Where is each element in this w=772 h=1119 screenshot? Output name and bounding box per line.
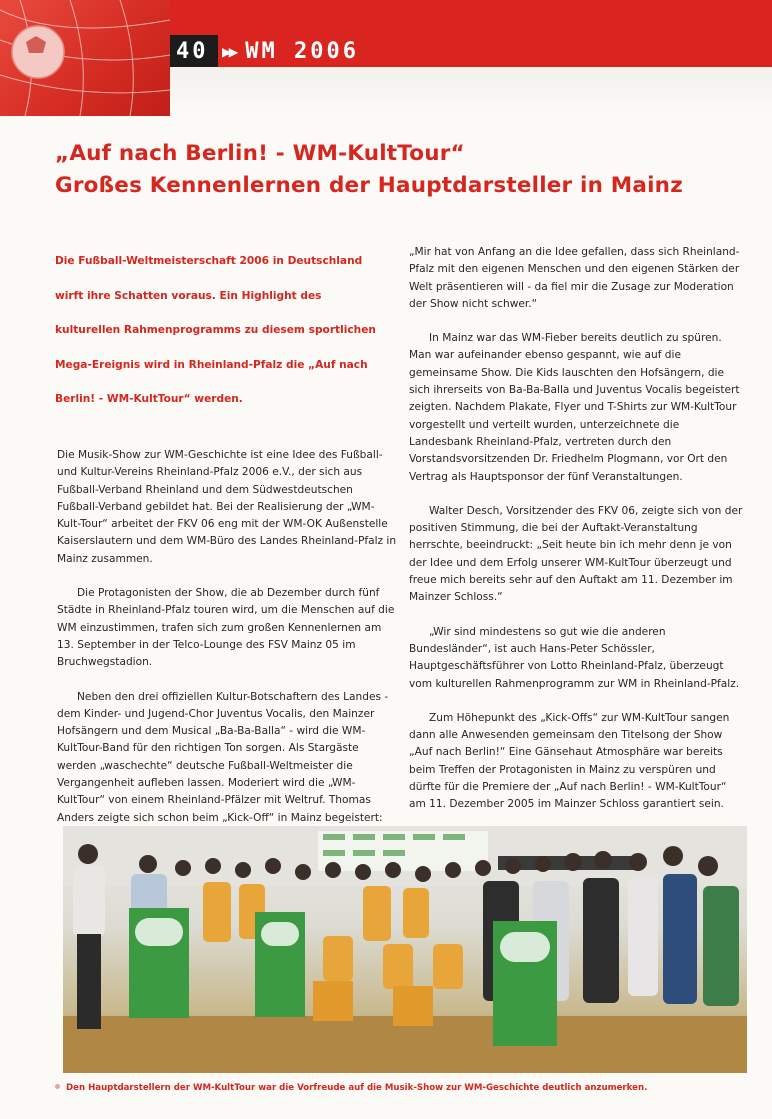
- right-column: [409, 244, 745, 814]
- page-number: 40: [176, 38, 209, 64]
- paragraph: In Mainz war das WM-Fieber bereits deutlich zu spüren. Man war aufeinander ebenso gespannt, wie auf die gemeinsame Show. Die Kids lauschten den Hofsängern, die sich ihrerseits von Ba-Ba-Balla und Juventus Vocalis begeistert zeigten. Nachdem Plakate, Flyer und T-Shirts zur WM-KultTour vorgestellt und verteilt wurden, unterzeichnete die Landesbank Rheinland-Pfalz, vertreten durch den Vorstandsvorsitzenden Dr. Friedhelm Plogmann, vor Ort den Vertrag als Hauptsponsor der fünf Veranstaltungen.: [409, 332, 740, 483]
- photo-caption: [55, 1083, 647, 1093]
- paragraph: Walter Desch, Vorsitzender des FKV 06, zeigte sich von der positiven Stimmung, die bei der Auftakt-Veranstaltung herrschte, beeindruckt: „Seit heute bin ich mehr denn je von der Idee und dem Erfolg unserer WM-KultTour überzeugt und freue mich bereits sehr auf den Auftakt am 11. Dezember im Mainzer Schloss.“: [409, 504, 743, 604]
- caption-bullet-icon: [55, 1084, 60, 1089]
- paragraph: „Mir hat von Anfang an die Idee gefallen, dass sich Rheinland-Pfalz mit den eigenen Menschen und den eigenen Stärken der Welt präsentieren will - da fiel mir die Zusage zur Moderation der Show nicht schwer.“: [409, 246, 740, 310]
- paragraph: Die Protagonisten der Show, die ab Dezember durch fünf Städte in Rheinland-Pfalz touren wird, um die Menschen auf die WM einzustimmen, trafen sich zum großen Kennenlernen am 13. September in der Telco-Lounge des FSV Mainz 05 im Bruchwegstadion.: [57, 587, 395, 669]
- left-column: [57, 447, 397, 827]
- title-line-2: Großes Kennenlernen der Hauptdarsteller in Mainz: [55, 173, 683, 198]
- title-line-1: „Auf nach Berlin! - WM-KultTour“: [55, 141, 465, 166]
- article-lead: Die Fußball-Weltmeisterschaft 2006 in Deutschland wirft ihre Schatten voraus. Ein Highlight des kulturellen Rahmenprogramms zu diesem sportlichen Mega-Ereignis wird in Rheinland-Pfalz die „Auf nach Berlin! - WM-KultTour“ werden.: [55, 255, 376, 405]
- paragraph: Die Musik-Show zur WM-Geschichte ist eine Idee des Fußball- und Kultur-Vereins Rheinland-Pfalz 2006 e.V., der sich aus Fußball-Verband Rheinland und dem Südwestdeutschen Fußball-Verband gebildet hat. Bei der Realisierung der „WM-Kult-Tour“ arbeitet der FKV 06 eng mit der WM-OK Außenstelle Kaiserslautern und dem WM-Büro des Landes Rheinland-Pfalz in Mainz zusammen.: [57, 449, 397, 565]
- group-photo: [63, 826, 747, 1073]
- paragraph: Neben den drei offiziellen Kultur-Botschaftern des Landes - dem Kinder- und Jugend-Chor Juventus Vocalis, den Mainzer Hofsängern und dem Musical „Ba-Ba-Balla“ - wird die WM-KultTour-Band für den richtigen Ton sorgen. Als Stargäste werden „waschechte“ deutsche Fußball-Weltmeister die Vergangenheit aufleben lassen. Moderiert wird die „WM-KultTour“ von einem Rheinland-Pfälzer mit Weltruf. Thomas Anders zeigte sich schon beim „Kick-Off“ in Mainz begeistert:: [57, 690, 389, 824]
- article-title: [55, 138, 755, 202]
- double-arrow-icon: ▶▶: [222, 41, 236, 61]
- header-shade: [170, 67, 772, 116]
- caption-text: Den Hauptdarstellern der WM-KultTour war die Vorfreude auf die Musik-Show zur WM-Geschichte deutlich anzumerken.: [66, 1083, 648, 1093]
- header-football-photo: [0, 0, 170, 116]
- paragraph: Zum Höhepunkt des „Kick-Offs“ zur WM-KultTour sangen dann alle Anwesenden gemeinsam den Titelsong der Show „Auf nach Berlin!“ Eine Gänsehaut Atmosphäre war bereits beim Treffen der Protagonisten in Mainz zu verspüren und dürfte für die Premiere der „Auf nach Berlin! - WM-KultTour“ am 11. Dezember 2005 im Mainzer Schloss garantiert sein.: [409, 711, 730, 811]
- paragraph: „Wir sind mindestens so gut wie die anderen Bundesländer“, ist auch Hans-Peter Schössler, Hauptgeschäftsführer von Lotto Rheinland-Pfalz, überzeugt vom kulturellen Rahmenprogramm zur WM in Rheinland-Pfalz.: [409, 625, 740, 690]
- header-label: [176, 37, 359, 65]
- section-title: WM 2006: [245, 38, 359, 64]
